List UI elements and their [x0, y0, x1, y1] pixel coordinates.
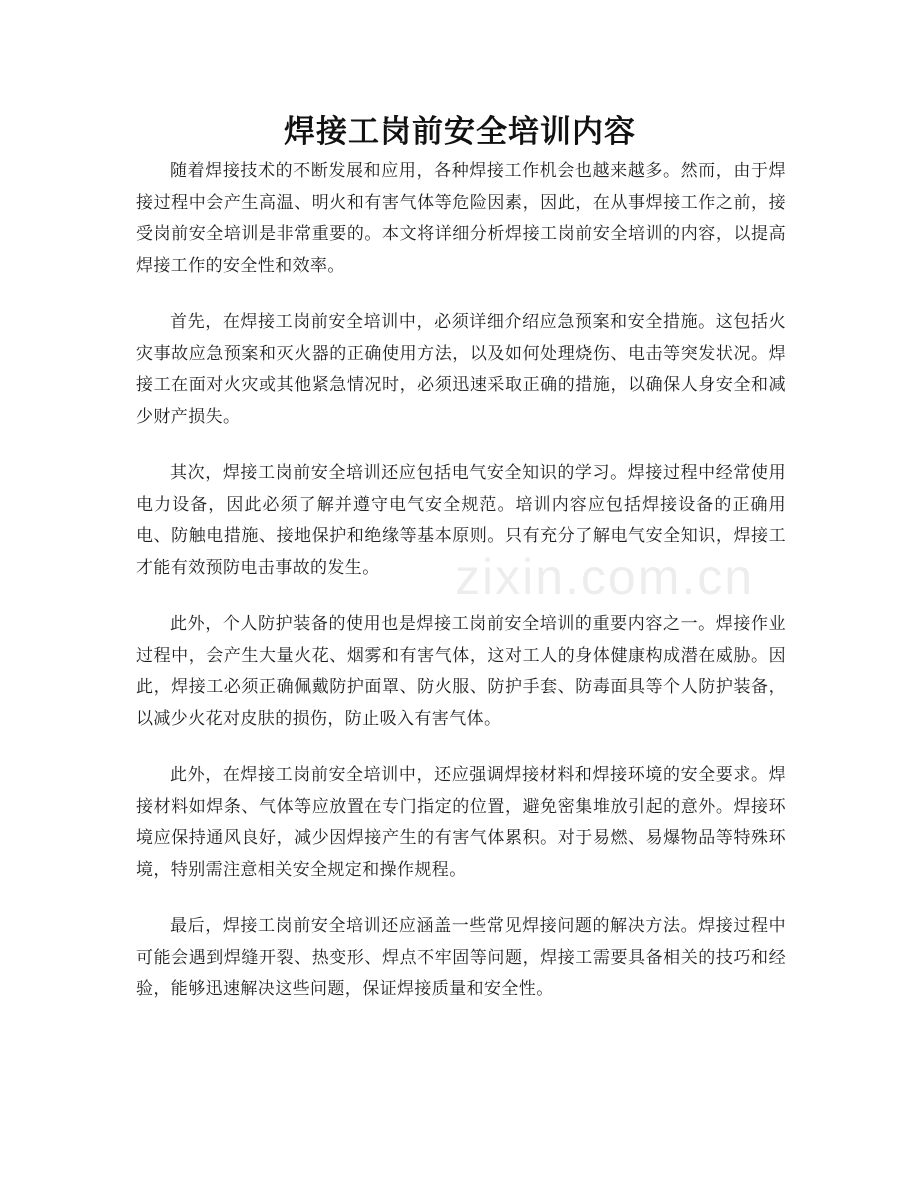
paragraph-protective-equipment: 此外，个人防护装备的使用也是焊接工岗前安全培训的重要内容之一。焊接作业过程中，会产生大量火花、烟雾和有害气体，这对工人的身体健康构成潜在威胁。因此，焊接工必须正确佩戴防护面罩、防火服、防护手套、防毒面具等个人防护装备，以减少火花对皮肤的损伤，防止吸入有害气体。 [136, 614, 786, 729]
watermark: zixin.com.cn [455, 549, 755, 605]
document-body [136, 156, 786, 1031]
paragraph-common-problems: 最后，焊接工岗前安全培训还应涵盖一些常见焊接问题的解决方法。焊接过程中可能会遇到焊缝开裂、热变形、焊点不牢固等问题，焊接工需要具备相关的技巧和经验，能够迅速解决这些问题，保证焊接质量和安全性。 [136, 916, 786, 999]
paragraph-materials-environment: 此外，在焊接工岗前安全培训中，还应强调焊接材料和焊接环境的安全要求。焊接材料如焊条、气体等应放置在专门指定的位置，避免密集堆放引起的意外。焊接环境应保持通风良好，减少因焊接产生的有害气体累积。对于易燃、易爆物品等特殊环境，特别需注意相关安全规定和操作规程。 [136, 765, 786, 880]
paragraph-electrical-safety: 其次，焊接工岗前安全培训还应包括电气安全知识的学习。焊接过程中经常使用电力设备，因此必须了解并遵守电气安全规范。培训内容应包括焊接设备的正确用电、防触电措施、接地保护和绝缘等基本原则。只有充分了解电气安全知识，焊接工才能有效预防电击事故的发生。 [136, 463, 786, 578]
paragraph-emergency-plan: 首先，在焊接工岗前安全培训中，必须详细介绍应急预案和安全措施。这包括火灾事故应急预案和灭火器的正确使用方法，以及如何处理烧伤、电击等突发状况。焊接工在面对火灾或其他紧急情况时，必须迅速采取正确的措施，以确保人身安全和减少财产损失。 [136, 312, 786, 427]
document-title: 焊接工岗前安全培训内容 [284, 114, 636, 150]
paragraph-intro: 随着焊接技术的不断发展和应用，各种焊接工作机会也越来越多。然而，由于焊接过程中会产生高温、明火和有害气体等危险因素，因此，在从事焊接工作之前，接受岗前安全培训是非常重要的。本文将详细分析焊接工岗前安全培训的内容，以提高焊接工作的安全性和效率。 [136, 161, 786, 276]
